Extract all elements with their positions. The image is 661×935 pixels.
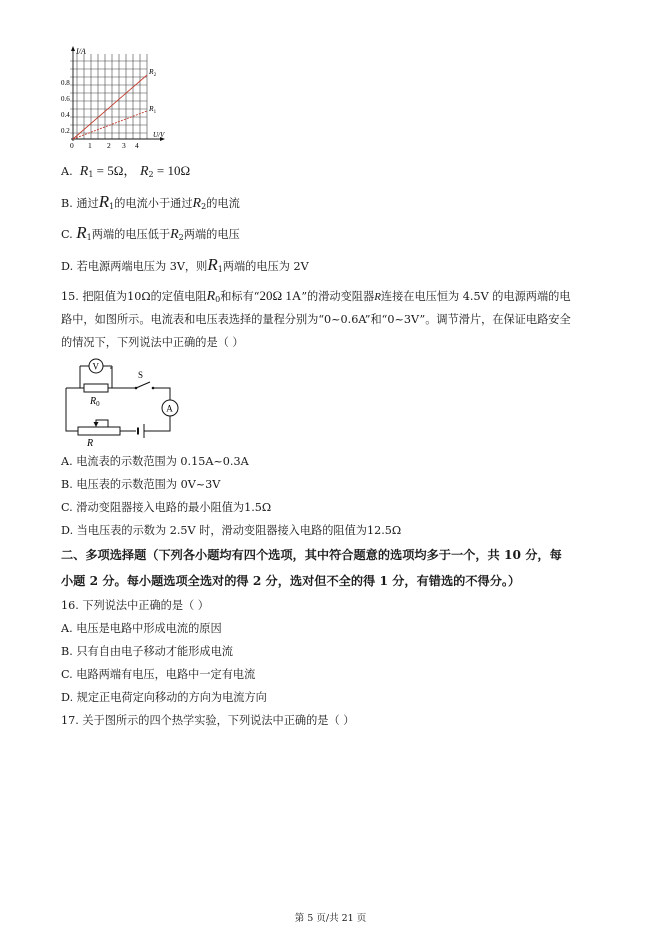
y-axis-arrow [71, 46, 75, 51]
x-tick-label: 1 [88, 141, 92, 150]
line-r2-label: $R_2$ [149, 67, 157, 78]
r0-label: $R_0$ [90, 396, 100, 408]
section-heading-line2: 小题 2 分。每小题选项全选对的得 2 分，选对但不全的得 1 分，有错选的不得分。） [61, 574, 521, 588]
q16-option-a: A. 电压是电路中形成电流的原因 [61, 622, 222, 635]
q14-option-a: A. $R_1 = 5\Omega$， $R_2 = 10\Omega$ [61, 163, 191, 179]
q17-stem: 17. 关于图所示的四个热学实验，下列说法中正确的是（ ） [61, 714, 355, 727]
r-label: R [87, 438, 94, 448]
x-tick-label: 4 [135, 141, 139, 150]
section-heading-line1: 二、多项选择题（下列各小题均有四个选项，其中符合题意的选项均多于一个，共 10 分，每 [61, 548, 562, 562]
q16-option-d: D. 规定正电荷定向移动的方向为电流方向 [61, 691, 267, 704]
rheostat-r [78, 427, 120, 435]
x-tick-label: 2 [107, 141, 111, 150]
q15-option-c: C. 滑动变阻器接入电路的最小阻值为1.5Ω [61, 501, 272, 514]
y-tick-label: 0.2 [61, 127, 70, 135]
q15-stem-line2: 路中，如图所示。电流表和电压表选择的量程分别为“0~0.6A”和“0~3V”。调节滑片，在保证电路安全 [61, 313, 571, 326]
graph-grid [70, 54, 147, 139]
wire-switch-lever [136, 382, 150, 388]
y-tick-label: 0.4 [61, 111, 70, 119]
y-tick-label: 0.6 [61, 95, 70, 103]
y-axis-label: I/A [76, 47, 86, 56]
circuit-diagram [58, 358, 188, 448]
q15-option-d: D. 当电压表的示数为 2.5V 时，滑动变阻器接入电路的阻值为12.5Ω [61, 524, 402, 537]
wire-voltmeter [80, 366, 84, 388]
q14-option-d: D. 若电源两端电压为 3V，则$R_1$两端的电压为 2V [61, 255, 309, 274]
page-footer: 第 5 页/共 21 页 [294, 913, 367, 924]
r0-resistor [84, 384, 108, 392]
q15-option-b: B. 电压表的示数范围为 0V~3V [61, 478, 221, 491]
q15-stem-line1: 15. 把阻值为10Ω的定值电阻$R_0$和标有“20Ω 1A”的滑动变阻器R连接在电压恒为 4.5V 的电源两端的电 [61, 288, 571, 304]
wire-voltmeter-right [110, 366, 118, 388]
x-tick-label: 3 [122, 141, 126, 150]
q14-option-c: C. $R_1$两端的电压低于$R_2$两端的电压 [61, 223, 240, 242]
wire-switch-to-ammeter [153, 388, 170, 400]
origin-label: 0 [70, 141, 74, 150]
ammeter-label: A [166, 403, 173, 414]
q16-option-b: B. 只有自由电子移动才能形成电流 [61, 645, 233, 658]
wire-left [66, 388, 78, 431]
switch-contact [152, 387, 155, 390]
q16-option-c: C. 电路两端有电压，电路中一定有电流 [61, 668, 256, 681]
rheostat-arrow [94, 422, 99, 427]
switch-label: S [138, 370, 144, 380]
iu-graph [60, 44, 170, 152]
line-r1-label: $R_1$ [149, 104, 157, 115]
voltmeter-label: V [92, 361, 99, 372]
q15-option-a: A. 电流表的示数范围为 0.15A~0.3A [61, 455, 249, 468]
switch-contact [135, 387, 138, 390]
wire-ammeter-down [144, 416, 170, 431]
y-tick-label: 0.8 [61, 79, 70, 87]
q16-stem: 16. 下列说法中正确的是（ ） [61, 599, 209, 612]
q14-option-b: B. 通过$R_1$的电流小于通过$R_2$的电流 [61, 192, 240, 211]
q15-stem-line3: 的情况下，下列说法中正确的是（ ） [61, 336, 244, 349]
x-axis-label: U/V [153, 131, 165, 139]
